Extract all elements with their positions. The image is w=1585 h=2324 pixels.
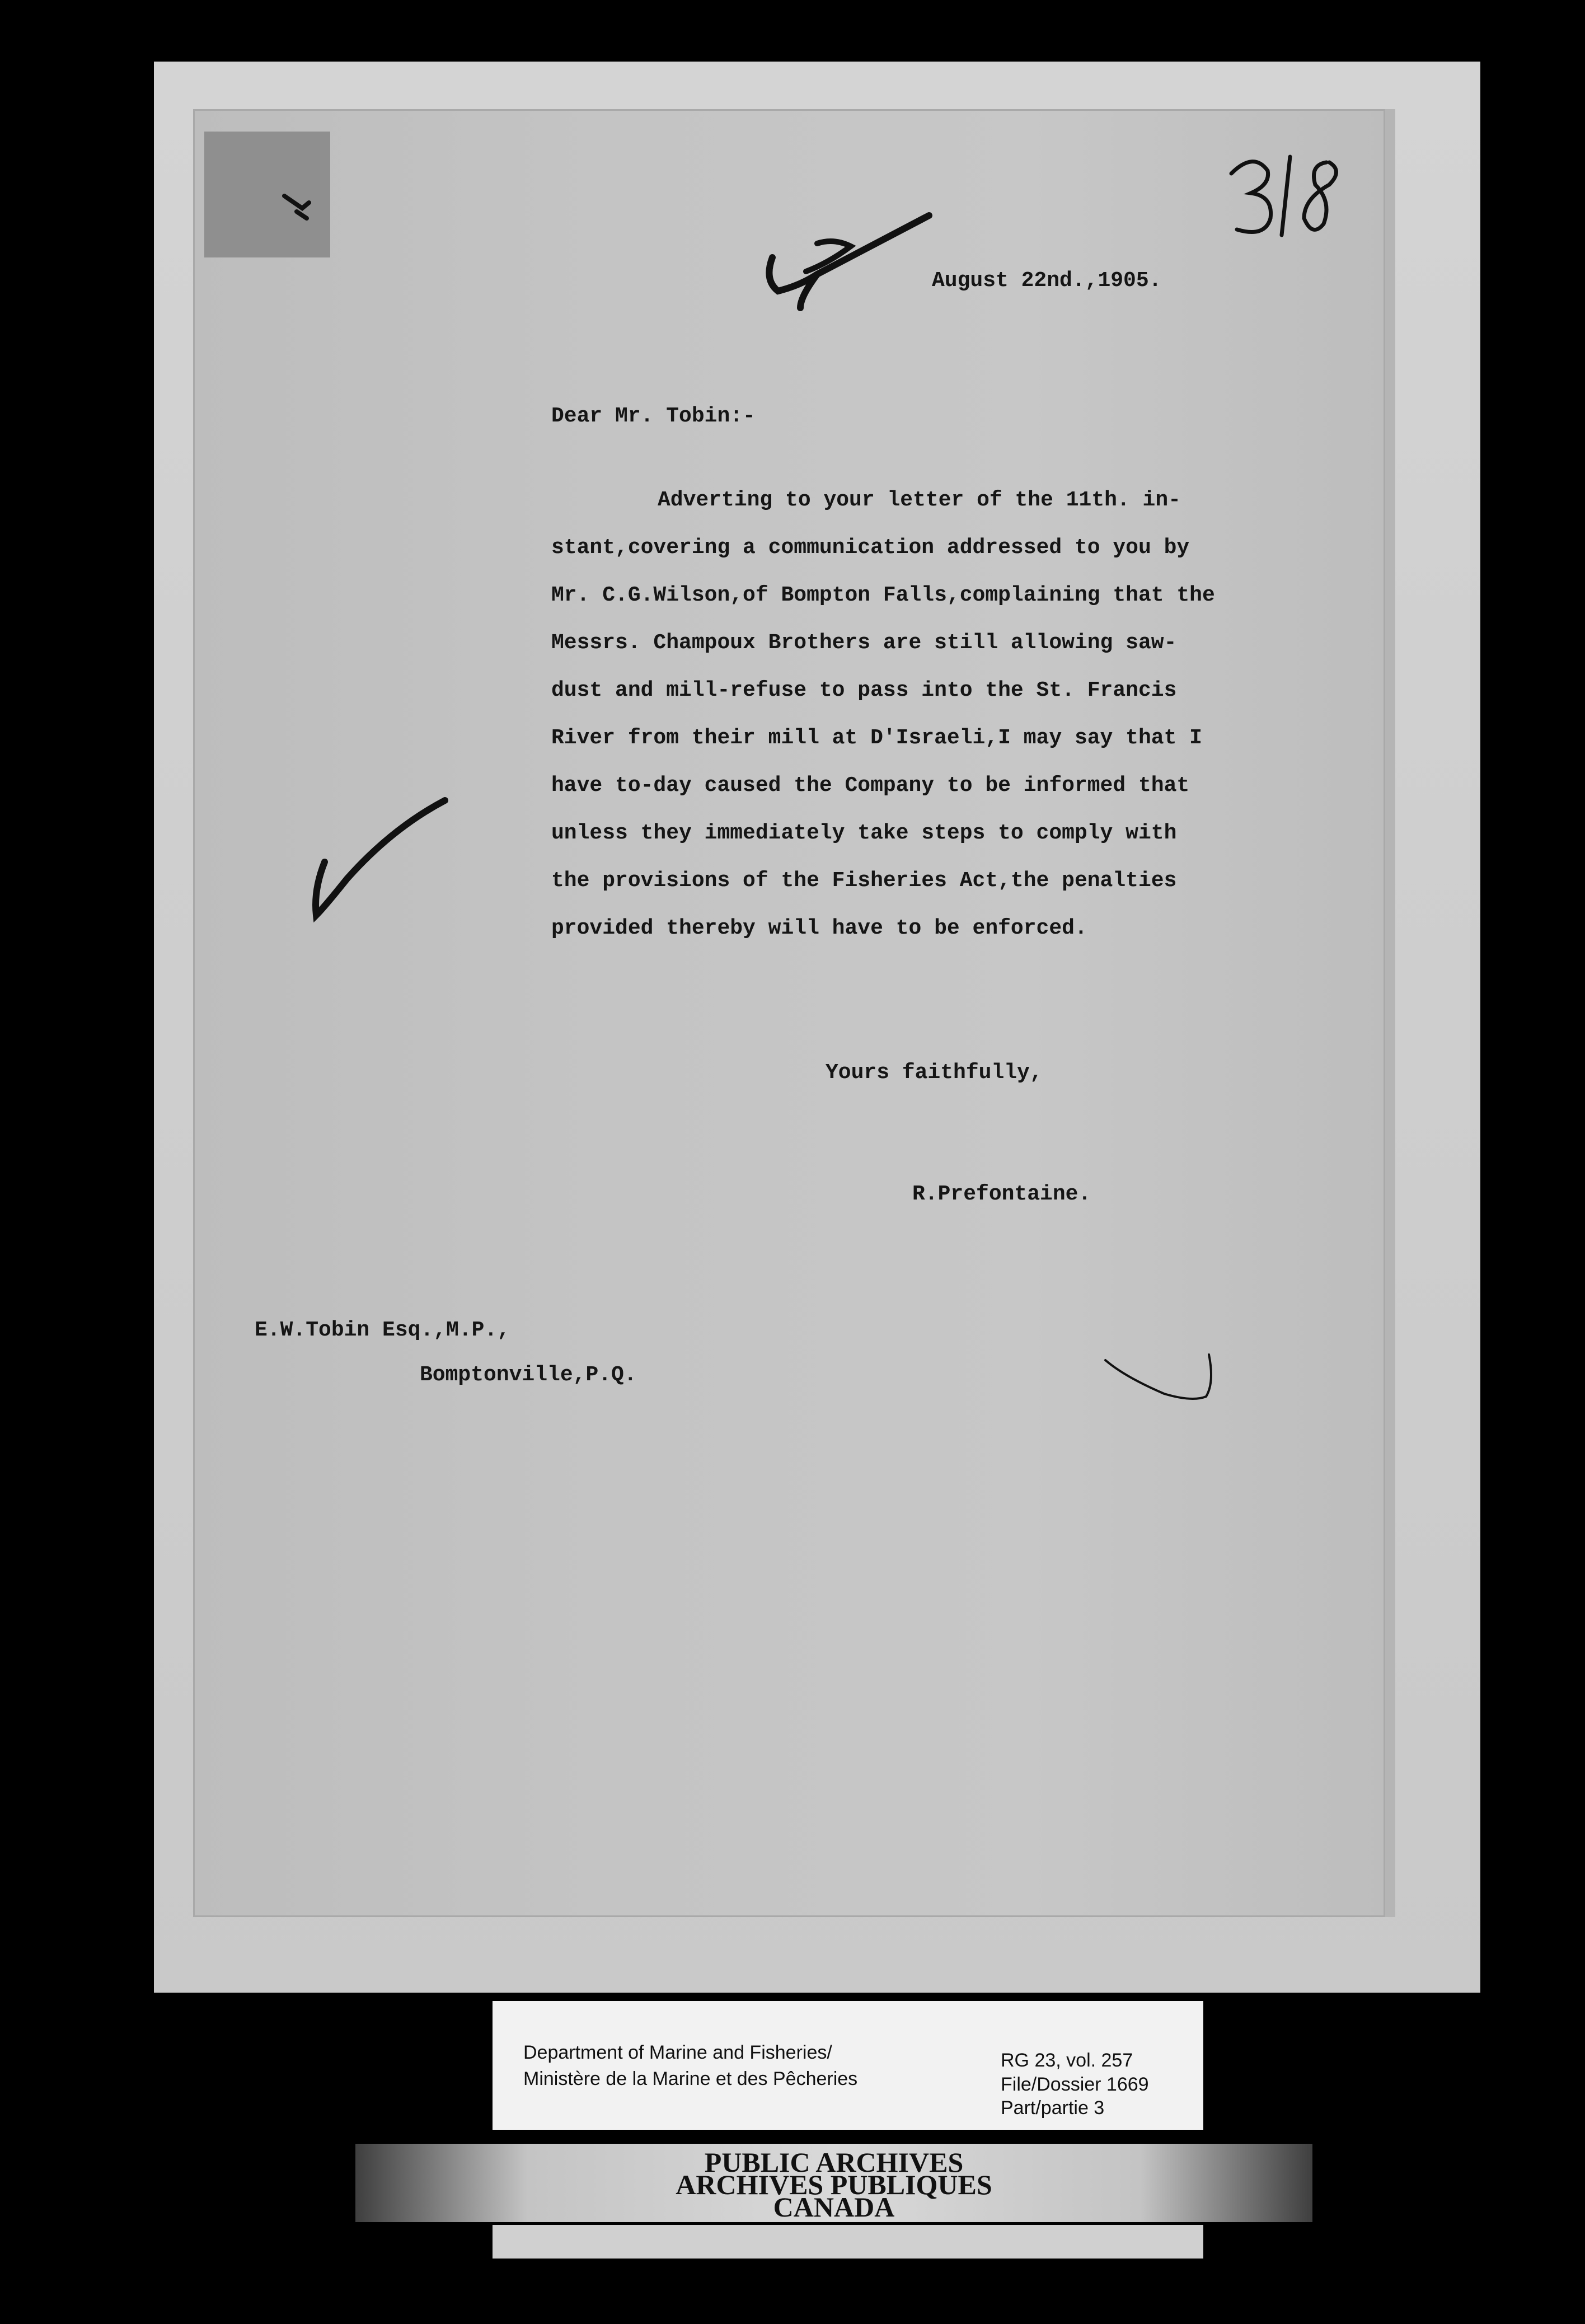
body-line: unless they immediately take steps to comply with <box>551 821 1177 845</box>
addressee-place: Bomptonville,P.Q. <box>420 1363 637 1387</box>
addressee-name: E.W.Tobin Esq.,M.P., <box>255 1318 510 1342</box>
archives-line-french: ARCHIVES PUBLIQUES <box>676 2169 992 2200</box>
part-partie: Part/partie 3 <box>1001 2097 1105 2119</box>
body-line: provided thereby will have to be enforced. <box>551 916 1087 940</box>
archives-line-english: PUBLIC ARCHIVES <box>704 2147 964 2178</box>
letter-closing: Yours faithfully, <box>826 1061 1043 1085</box>
department-english: Department of Marine and Fisheries/ <box>523 2042 832 2063</box>
archives-line-country: CANADA <box>773 2191 895 2223</box>
checkmark-icon <box>756 202 940 313</box>
body-line: have to-day caused the Company to be informed that <box>551 774 1190 798</box>
body-line: the provisions of the Fisheries Act,the penalties <box>551 869 1177 893</box>
body-line: dust and mill-refuse to pass into the St. Francis <box>551 678 1177 702</box>
body-line: Mr. C.G.Wilson,of Bompton Falls,complaining that the <box>551 583 1215 607</box>
letter-salutation: Dear Mr. Tobin:- <box>551 404 756 428</box>
record-group-volume: RG 23, vol. 257 <box>1001 2050 1133 2071</box>
checkmark-icon <box>302 795 459 929</box>
initials-flourish <box>1103 1349 1226 1411</box>
letter-date: August 22nd.,1905. <box>932 269 1162 293</box>
body-line: River from their mill at D'Israeli,I may say that I <box>551 726 1202 750</box>
file-dossier: File/Dossier 1669 <box>1001 2074 1149 2095</box>
department-french: Ministère de la Marine et des Pêcheries <box>523 2068 858 2089</box>
folio-number-handwritten <box>1220 140 1354 263</box>
letter-signature: R.Prefontaine. <box>912 1182 1091 1206</box>
body-line: Adverting to your letter of the 11th. in- <box>658 488 1181 512</box>
pin-mark-icon <box>280 190 313 224</box>
body-line: Messrs. Champoux Brothers are still allowing saw- <box>551 631 1177 655</box>
letter-page <box>193 109 1385 1917</box>
body-line: stant,covering a communication addressed to you by <box>551 536 1190 560</box>
bottom-strip <box>493 2225 1203 2259</box>
